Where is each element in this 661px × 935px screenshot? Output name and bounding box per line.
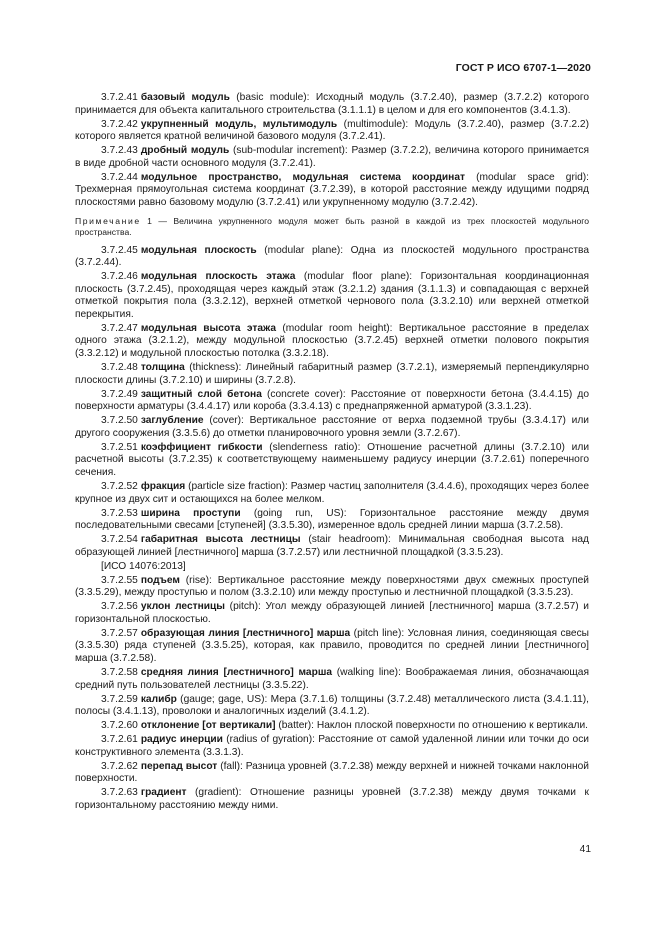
term-name: толщина (140, 362, 185, 374)
term-definition: (modular plane): Одна из плоскостей модульного пространства (3.7.2.44). (75, 244, 589, 269)
term-definition: (modular room height): Вертикальное расстояние в пределах одного этажа (3.2.1.2), между модульной плоскостью (3.7.2.45) верхней отметки полового покрытия (3.3.2.12) и модульной плоскостью потолка (3.3.2.18). (75, 322, 589, 360)
term-number: 3.7.2.60 (101, 720, 138, 732)
term-name: калибр (140, 693, 177, 705)
term-name: модульная плоскость этажа (140, 271, 296, 283)
term-definition: (rise): Вертикальное расстояние между поверхностями двух смежных проступей (3.3.5.29), между проступью и полом (3.3.2.10) или между проступью и лестничной площадкой (3.3.5.23). (75, 574, 589, 599)
term-definition: (batter): Наклон плоской поверхности по отношению к вертикали. (275, 720, 588, 732)
term-definition: (thickness): Линейный габаритный размер (3.7.2.1), измеряемый перпендикулярно плоскости длины (3.7.2.10) и ширины (3.7.2.8). (75, 362, 589, 386)
term-definition: (modular space grid): Трехмерная прямоугольная система координат (3.7.2.39), в которой расстояние между идущими подряд плоскостями равно базовому модулю (3.7.2.41) или укрупненному модулю (3.7.2.42). (75, 171, 589, 208)
term-number: 3.7.2.57 (101, 627, 138, 639)
term-name: фракция (140, 480, 186, 492)
term-number: 3.7.2.61 (101, 734, 138, 746)
term-entry (75, 415, 589, 440)
term-entry (75, 575, 589, 600)
term-name: базовый модуль (140, 92, 230, 103)
term-name: дробный модуль (140, 145, 230, 157)
term-number: 3.7.2.53 (101, 507, 138, 519)
term-number: 3.7.2.55 (101, 574, 138, 586)
document-body (75, 92, 589, 814)
term-entry (75, 323, 589, 361)
term-definition: (cover): Вертикальное расстояние от верха подземной трубы (3.3.4.17) или другого сооружения (3.3.5.6) до отметки планировочного уровня земли (3.7.2.67). (75, 415, 589, 439)
term-name: модульная высота этажа (140, 322, 277, 334)
term-name: коэффициент гибкости (140, 441, 263, 453)
standard-header: ГОСТ Р ИСО 6707-1—2020 (455, 62, 591, 74)
term-definition: (pitch): Угол между образующей линией [лестничного] марша (3.7.2.57) и горизонтальной плоскостью. (75, 601, 589, 625)
term-entry (75, 172, 589, 210)
term-name: радиус инерции (140, 734, 223, 746)
term-name: градиент (140, 787, 187, 799)
term-definition: (fall): Разница уровней (3.7.2.38) между верхней и нижней точками наклонной поверхности. (75, 760, 590, 785)
term-number: 3.7.2.52 (101, 480, 138, 492)
term-definition: (going run, US): Горизонтальное расстояние между двумя последовательными свесами [ступеней] (3.3.5.30), измеренное вдоль средней линии марша (3.7.2.58). (75, 507, 589, 532)
term-name: уклон лестницы (140, 601, 226, 613)
term-definition: (stair headroom): Минимальная свободная высота над образующей линией [лестничного] марша (3.7.2.57) или лестничной площадкой (3.3.5.23). (75, 534, 589, 558)
term-number: 3.7.2.45 (101, 244, 138, 256)
term-definition: (concrete cover): Расстояние от поверхности бетона (3.4.4.15) до поверхности арматуры (3.4.4.17) или короба (3.3.4.13) с преднапряженной арматурой (3.3.1.23). (75, 388, 589, 413)
term-entry (75, 481, 589, 506)
term-entry (75, 271, 589, 321)
term-definition: (radius of gyration): Расстояние от самой удаленной линии или точки до оси конструктивного элемента (3.3.1.3). (75, 734, 589, 758)
term-entry (75, 601, 589, 626)
term-definition: (multimodule): Модуль (3.7.2.40), размер (3.7.2.2) которого является кратной величиной базового модуля (3.7.2.41). (75, 118, 589, 143)
term-name: укрупненный модуль, мультимодуль (140, 118, 338, 130)
term-definition: (gradient): Отношение разницы уровней (3.7.2.38) между двумя точками к горизонтальному расстоянию между ними. (75, 787, 589, 811)
page-number: 41 (579, 844, 591, 855)
term-name: модульное пространство, модульная система координат (140, 171, 465, 183)
term-entry (75, 667, 589, 692)
term-entry (75, 362, 589, 387)
term-definition: (walking line): Воображаемая линия, обозначающая средний путь пользователей лестницы (3.3.5.22). (75, 666, 589, 691)
note-text: 1 — Величина укрупненного модуля может быть разной в каждой из трех плоскостей модульного пространства. (75, 215, 589, 237)
term-name: ширина проступи (140, 507, 241, 519)
term-name: габаритная высота лестницы (140, 534, 301, 546)
term-name: образующая линия [лестничного] марша (140, 627, 351, 639)
term-definition: (pitch line): Условная линия, соединяющая свесы (3.3.5.30) ряда ступеней (3.3.5.25), которая, как правило, проводится по средней линии [лестничного] марша (3.7.2.58). (75, 627, 589, 664)
term-definition: (particle size fraction): Размер частиц заполнителя (3.4.4.6), проходящих через более крупное из двух сит и остающихся на более мелком. (75, 480, 589, 505)
term-definition: (slenderness ratio): Отношение расчетной длины (3.7.2.10) или расчетной высоты (3.7.2.35) к соответствующему наименьшему радиусу инерции (3.7.2.61) поперечного сечения. (75, 441, 590, 478)
term-number: 3.7.2.59 (101, 693, 138, 705)
term-number: 3.7.2.42 (101, 118, 138, 130)
term-entry (75, 734, 589, 759)
term-entry (75, 389, 589, 414)
term-entry (75, 720, 589, 733)
term-number: 3.7.2.46 (101, 271, 138, 283)
term-name: перепад высот (140, 760, 218, 772)
term-number: 3.7.2.51 (101, 441, 138, 453)
term-name: заглубление (140, 415, 204, 427)
term-entry (75, 694, 589, 719)
term-number: 3.7.2.49 (101, 388, 138, 400)
note-label: Примечание (75, 215, 141, 226)
term-entry (75, 787, 589, 812)
term-entry (75, 761, 589, 786)
term-number: 3.7.2.58 (101, 666, 138, 678)
term-number: 3.7.2.56 (101, 601, 138, 613)
term-number: 3.7.2.41 (101, 92, 138, 103)
term-entry (75, 534, 589, 559)
term-name: средняя линия [лестничного] марша (140, 666, 332, 678)
term-number: 3.7.2.62 (101, 760, 138, 772)
term-name: подъем (140, 574, 180, 586)
term-definition: (sub-modular increment): Размер (3.7.2.2), величина которого принимается в виде дробной части основного модуля (3.7.2.41). (75, 145, 589, 169)
term-name: защитный слой бетона (140, 388, 262, 400)
source-reference: [ИСО 14076:2013] (101, 560, 186, 572)
term-number: 3.7.2.43 (101, 145, 138, 157)
term-entry (75, 628, 589, 666)
term-number: 3.7.2.54 (101, 534, 138, 546)
term-definition: (gauge; gage, US): Мера (3.7.1.6) толщины (3.7.2.48) металлического листа (3.4.1.11), полосы (3.4.1.13), проволоки и аналогичных изделий (3.4.1.2). (75, 693, 589, 718)
term-definition: (basic module): Исходный модуль (3.7.2.40), размер (3.7.2.2) которого принимается для объекта капитального строительства (3.1.1.1) в целом и для его компонентов (3.4.1.3). (75, 92, 589, 116)
term-entry (75, 145, 589, 170)
term-name: модульная плоскость (140, 244, 257, 256)
term-entry (75, 92, 589, 117)
term-entry (75, 119, 589, 144)
term-number: 3.7.2.50 (101, 415, 138, 427)
term-entry (75, 442, 589, 480)
term-entry (75, 245, 589, 270)
term-number: 3.7.2.63 (101, 787, 138, 799)
term-number: 3.7.2.47 (101, 322, 138, 334)
term-definition: (modular floor plane): Горизонтальная координационная плоскость (3.7.2.45), проходящая через каждый этаж (3.2.1.2) здания (3.1.1.3) и совпадающая с верхней отметкой покрытия пола (3.3.2.12), верхней отметкой чернового пола (3.3.2.10) или верхней отметкой перекрытия. (75, 271, 589, 320)
term-number: 3.7.2.44 (101, 171, 138, 183)
term-name: отклонение [от вертикали] (140, 720, 276, 732)
term-number: 3.7.2.48 (101, 362, 138, 374)
term-entry (75, 508, 589, 533)
note (75, 216, 589, 238)
